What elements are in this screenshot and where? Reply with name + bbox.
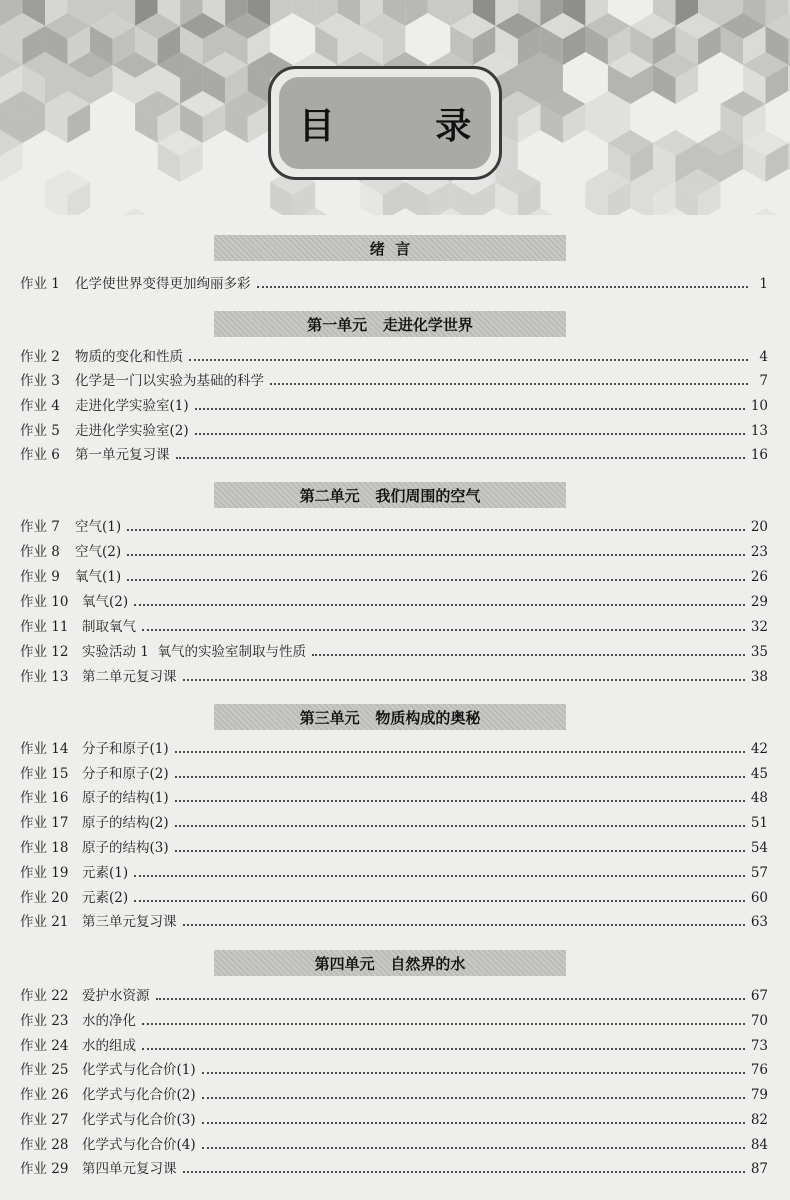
toc-item-title: 水的组成: [82, 1038, 136, 1054]
toc-row[interactable]: [20, 420, 768, 442]
toc-item-title: 化学式与化合价(2): [82, 1087, 196, 1103]
toc-row[interactable]: [20, 444, 768, 466]
toc-row[interactable]: [20, 1010, 768, 1032]
toc-item-page: 10: [750, 398, 768, 414]
section-header-intro: 绪 言: [214, 235, 566, 261]
dot-leader: [175, 800, 745, 802]
dot-leader: [175, 776, 745, 778]
toc-row[interactable]: [20, 985, 768, 1007]
toc-item-page: 42: [750, 741, 768, 757]
toc-item-page: 54: [750, 840, 768, 856]
dot-leader: [202, 1072, 745, 1074]
toc-row[interactable]: [20, 862, 768, 884]
toc-item-page: 32: [750, 619, 768, 635]
toc-row[interactable]: [20, 395, 768, 417]
toc-row[interactable]: [20, 370, 768, 392]
cube-face: [293, 0, 316, 26]
dot-leader: [202, 1122, 745, 1124]
toc-item-label: 作业 16: [20, 790, 69, 806]
dot-leader: [183, 1171, 745, 1173]
toc-item-label: 作业 9: [20, 569, 60, 585]
toc-item-title: 化学式与化合价(1): [82, 1062, 196, 1078]
toc-item-label: 作业 4: [20, 398, 60, 414]
toc-item-title: 空气(1): [75, 519, 122, 535]
toc-item-page: 76: [750, 1062, 768, 1078]
toc-item-label: 作业 11: [20, 619, 69, 635]
toc-row[interactable]: [20, 273, 768, 295]
toc-item-title: 化学式与化合价(4): [82, 1137, 196, 1153]
toc-item-label: 作业 21: [20, 914, 69, 930]
toc-item-label: 作业 24: [20, 1038, 69, 1054]
toc-item-label: 作业 28: [20, 1137, 69, 1153]
toc-item-label: 作业 19: [20, 865, 69, 881]
toc-row[interactable]: [20, 516, 768, 538]
toc-item-title: 原子的结构(3): [82, 840, 169, 856]
section-header-unit-4: 第四单元 自然界的水: [214, 950, 566, 976]
toc-item-title: 元素(2): [82, 890, 129, 906]
dot-leader: [257, 286, 749, 288]
toc-item-title: 原子的结构(1): [82, 790, 169, 806]
toc-row[interactable]: [20, 1035, 768, 1057]
toc-row[interactable]: [20, 566, 768, 588]
toc-item-label: 作业 29: [20, 1161, 69, 1177]
toc-item-label: 作业 18: [20, 840, 69, 856]
toc-item-label: 作业 1: [20, 276, 60, 292]
toc-item-page: 45: [750, 766, 768, 782]
dot-leader: [127, 579, 745, 581]
toc-item-title: 分子和原子(2): [82, 766, 169, 782]
toc-row[interactable]: [20, 1158, 768, 1180]
toc-item-page: 35: [750, 644, 768, 660]
page-title: 目 录: [298, 105, 516, 147]
toc-item-label: 作业 6: [20, 447, 60, 463]
toc-row[interactable]: [20, 346, 768, 368]
cube-face: [743, 208, 788, 215]
section-header-unit-1: 第一单元 走进化学世界: [214, 311, 566, 337]
toc-title-inner: [279, 77, 516, 169]
toc-item-label: 作业 2: [20, 349, 60, 365]
toc-item-page: 38: [750, 669, 768, 685]
toc-item-page: 87: [750, 1161, 768, 1177]
toc-item-title: 水的净化: [82, 1013, 136, 1029]
dot-leader: [134, 604, 745, 606]
dot-leader: [142, 629, 745, 631]
toc-row[interactable]: [20, 1084, 768, 1106]
toc-item-title: 走进化学实验室(2): [75, 423, 189, 439]
dot-leader: [175, 850, 745, 852]
toc-item-page: 48: [750, 790, 768, 806]
toc-row[interactable]: [20, 616, 768, 638]
toc-item-title: 第三单元复习课: [82, 914, 177, 930]
dot-leader: [175, 751, 745, 753]
toc-item-page: 20: [750, 519, 768, 535]
dot-leader: [195, 433, 745, 435]
dot-leader: [127, 529, 745, 531]
toc-row[interactable]: [20, 837, 768, 859]
toc-item-page: 63: [750, 914, 768, 930]
section-header-unit-2: 第二单元 我们周围的空气: [214, 482, 566, 508]
toc-item-title: 制取氧气: [82, 619, 136, 635]
toc-item-title: 第四单元复习课: [82, 1161, 177, 1177]
toc-row[interactable]: [20, 1134, 768, 1156]
toc-row[interactable]: [20, 787, 768, 809]
toc-item-page: 70: [750, 1013, 768, 1029]
toc-item-label: 作业 22: [20, 988, 69, 1004]
toc-item-title: 化学式与化合价(3): [82, 1112, 196, 1128]
toc-item-title: 化学使世界变得更加绚丽多彩: [75, 276, 251, 292]
toc-row[interactable]: [20, 1059, 768, 1081]
toc-row[interactable]: [20, 666, 768, 688]
toc-item-label: 作业 26: [20, 1087, 69, 1103]
toc-item-title: 氧气(2): [82, 594, 129, 610]
toc-row[interactable]: [20, 541, 768, 563]
toc-item-label: 作业 27: [20, 1112, 69, 1128]
dot-leader: [134, 875, 745, 877]
cube-face: [113, 208, 158, 215]
dot-leader: [176, 457, 745, 459]
toc-item-label: 作业 5: [20, 423, 60, 439]
dot-leader: [134, 900, 745, 902]
section-header-unit-3: 第三单元 物质构成的奥秘: [214, 704, 566, 730]
dot-leader: [156, 998, 745, 1000]
toc-item-label: 作业 20: [20, 890, 69, 906]
cube-face: [270, 0, 293, 26]
dot-leader: [127, 554, 745, 556]
dot-leader: [175, 825, 745, 827]
toc-item-label: 作业 17: [20, 815, 69, 831]
dot-leader: [142, 1048, 745, 1050]
dot-leader: [202, 1097, 745, 1099]
dot-leader: [195, 408, 745, 410]
toc-row[interactable]: [20, 911, 768, 933]
toc-item-label: 作业 25: [20, 1062, 69, 1078]
toc-row[interactable]: [20, 641, 768, 663]
toc-item-title: 化学是一门以实验为基础的科学: [75, 373, 264, 389]
toc-row[interactable]: [20, 738, 768, 760]
toc-item-label: 作业 7: [20, 519, 60, 535]
toc-item-page: 13: [750, 423, 768, 439]
toc-item-page: 57: [750, 865, 768, 881]
toc-item-title: 第二单元复习课: [82, 669, 177, 685]
dot-leader: [312, 654, 745, 656]
dot-leader: [202, 1147, 745, 1149]
toc-item-title: 氧气(1): [75, 569, 122, 585]
dot-leader: [189, 359, 748, 361]
cube-face: [428, 0, 451, 26]
toc-row[interactable]: [20, 591, 768, 613]
toc-item-label: 作业 3: [20, 373, 60, 389]
toc-item-label: 作业 13: [20, 669, 69, 685]
toc-item-title: 第一单元复习课: [75, 447, 170, 463]
toc-item-title: 走进化学实验室(1): [75, 398, 189, 414]
toc-item-page: 26: [750, 569, 768, 585]
toc-title-plaque: [268, 66, 516, 180]
toc-item-title: 空气(2): [75, 544, 122, 560]
toc-item-page: 84: [750, 1137, 768, 1153]
cube-face: [405, 0, 428, 26]
dot-leader: [183, 924, 745, 926]
toc-item-label: 作业 14: [20, 741, 69, 757]
toc-row[interactable]: [20, 812, 768, 834]
toc-item-page: 1: [759, 276, 768, 292]
toc-item-label: 作业 15: [20, 766, 69, 782]
dot-leader: [142, 1023, 745, 1025]
toc-item-page: 16: [750, 447, 768, 463]
toc-item-label: 作业 23: [20, 1013, 69, 1029]
toc-item-title: 元素(1): [82, 865, 129, 881]
toc-item-title: 分子和原子(1): [82, 741, 169, 757]
dot-leader: [270, 383, 748, 385]
toc-item-page: 29: [750, 594, 768, 610]
toc-item-page: 73: [750, 1038, 768, 1054]
toc-item-page: 4: [759, 349, 768, 365]
toc-item-label: 作业 8: [20, 544, 60, 560]
toc-item-title: 实验活动 1 氧气的实验室制取与性质: [82, 644, 306, 660]
toc-item-label: 作业 10: [20, 594, 69, 610]
toc-item-page: 79: [750, 1087, 768, 1103]
toc-item-page: 7: [759, 373, 768, 389]
toc-item-title: 物质的变化和性质: [75, 349, 183, 365]
toc-item-label: 作业 12: [20, 644, 69, 660]
dot-leader: [183, 679, 745, 681]
toc-row[interactable]: [20, 887, 768, 909]
toc-item-page: 82: [750, 1112, 768, 1128]
toc-item-title: 爱护水资源: [82, 988, 150, 1004]
toc-item-page: 60: [750, 890, 768, 906]
toc-row[interactable]: [20, 763, 768, 785]
toc-item-title: 原子的结构(2): [82, 815, 169, 831]
toc-row[interactable]: [20, 1109, 768, 1131]
toc-item-page: 51: [750, 815, 768, 831]
toc-item-page: 67: [750, 988, 768, 1004]
toc-item-page: 23: [750, 544, 768, 560]
